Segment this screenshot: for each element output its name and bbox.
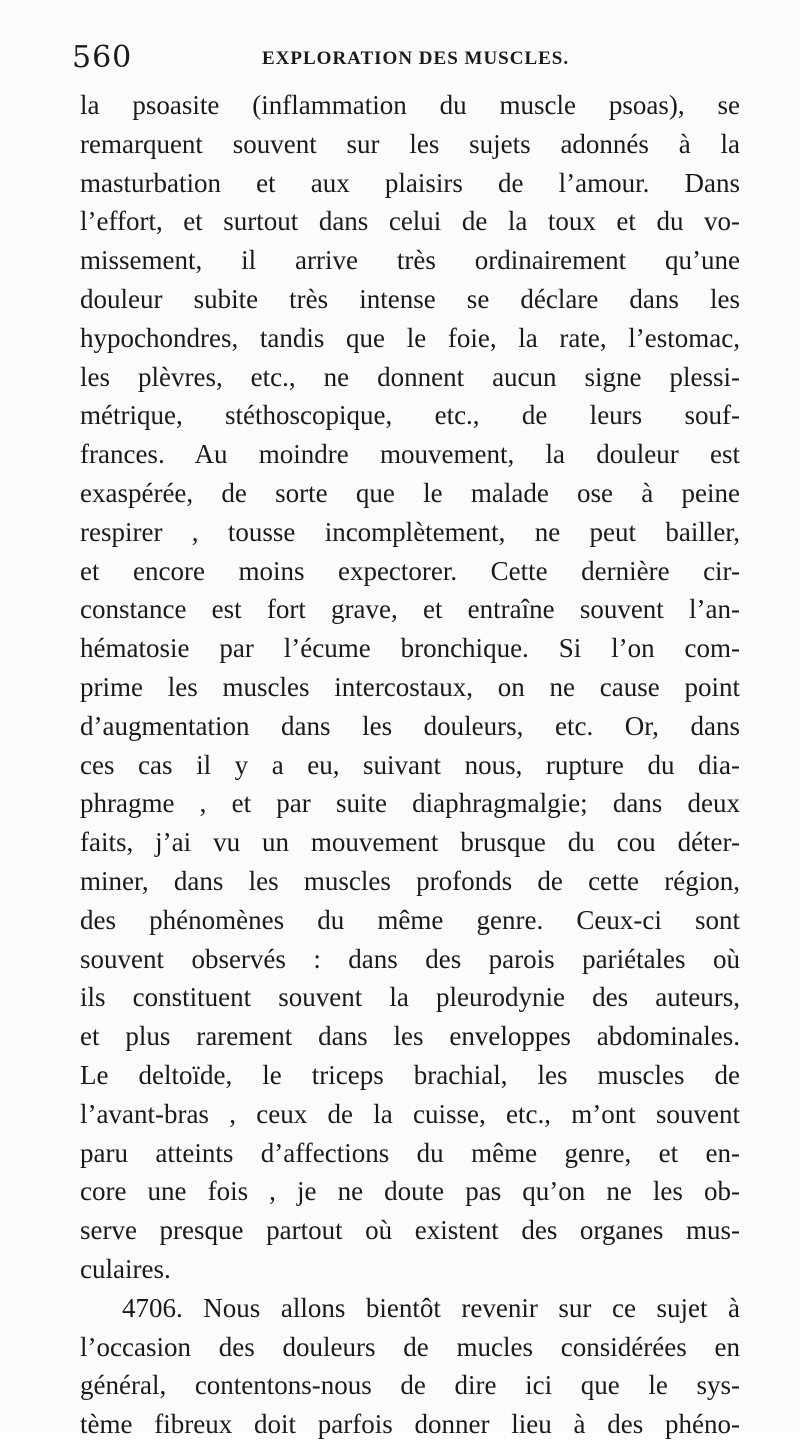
text-line: la psoasite (inflammation du muscle psoas), se [80, 90, 740, 120]
text-line: 4706. Nous allons bientôt revenir sur ce sujet à [122, 1292, 740, 1323]
text-line: souvent observés : dans des parois pariétales où [80, 943, 740, 974]
text-line: l’avant-bras , ceux de la cuisse, etc., m’ont souvent [80, 1098, 740, 1129]
text-line: l’occasion des douleurs de mucles considérées en [80, 1331, 740, 1362]
text-line: tème fibreux doit parfois donner lieu à des phéno- [80, 1409, 740, 1440]
text-line: ils constituent souvent la pleurodynie des auteurs, [80, 982, 740, 1013]
text-line: Le deltoïde, le triceps brachial, les muscles de [80, 1059, 740, 1090]
text-line: masturbation et aux plaisirs de l’amour. Dans [80, 167, 740, 198]
text-line: hématosie par l’écume bronchique. Si l’on com- [80, 633, 740, 664]
text-line: culaires. [80, 1253, 171, 1284]
text-line: douleur subite très intense se déclare dans les [80, 283, 740, 314]
text-line: missement, il arrive très ordinairement qu’une [80, 245, 740, 276]
text-line: constance est fort grave, et entraîne souvent l’an- [80, 594, 740, 625]
text-line: frances. Au moindre mouvement, la douleur est [80, 439, 740, 470]
text-line: général, contentons-nous de dire ici que le sys- [80, 1370, 740, 1401]
text-line: les plèvres, etc., ne donnent aucun signe plessi- [80, 361, 740, 392]
page-number: 560 [72, 40, 133, 75]
text-line: respirer , tousse incomplètement, ne peut bailler, [80, 516, 740, 547]
text-line: remarquent souvent sur les sujets adonnés à la [80, 128, 740, 159]
text-line: hypochondres, tandis que le foie, la rate, l’estomac, [80, 322, 740, 353]
text-line: phragme , et par suite diaphragmalgie; dans deux [80, 788, 740, 819]
text-line: ces cas il y a eu, suivant nous, rupture du dia- [80, 749, 740, 780]
text-line: prime les muscles intercostaux, on ne cause point [80, 671, 740, 702]
text-line: serve presque partout où existent des organes mus- [80, 1215, 740, 1246]
text-line: métrique, stéthoscopique, etc., de leurs souf- [80, 400, 740, 431]
running-head: EXPLORATION DES MUSCLES. [262, 48, 570, 69]
text-line: et plus rarement dans les enveloppes abdominales. [80, 1021, 740, 1052]
text-line: d’augmentation dans les douleurs, etc. Or, dans [80, 710, 740, 741]
body-text [80, 86, 740, 1444]
text-line: miner, dans les muscles profonds de cette région, [80, 865, 740, 896]
text-line: exaspérée, de sorte que le malade ose à peine [80, 477, 740, 508]
text-line: l’effort, et surtout dans celui de la toux et du vo- [80, 206, 740, 237]
text-line: et encore moins expectorer. Cette dernière cir- [80, 555, 740, 586]
page-header [72, 40, 732, 80]
text-line: core une fois , je ne doute pas qu’on ne les ob- [80, 1176, 740, 1207]
text-line: paru atteints d’affections du même genre, et en- [80, 1137, 740, 1168]
text-line: des phénomènes du même genre. Ceux-ci sont [80, 904, 740, 935]
text-line: faits, j’ai vu un mouvement brusque du cou déter- [80, 827, 740, 858]
